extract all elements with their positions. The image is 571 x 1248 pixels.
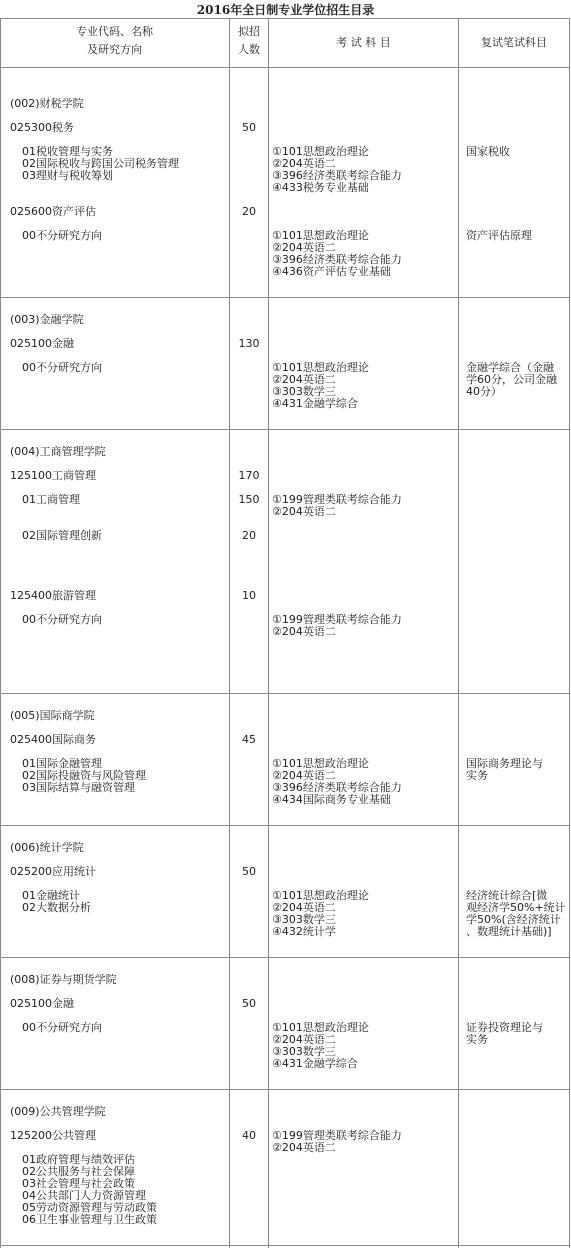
exam-item: ①101思想政治理论	[272, 229, 369, 242]
retest-item: 实务	[466, 769, 488, 782]
school-name: (003)金融学院	[10, 313, 84, 326]
direction-item: 02公共服务与社会保障	[22, 1165, 135, 1178]
major-name: 025200应用统计	[10, 865, 96, 878]
row-divider	[0, 429, 570, 430]
exam-item: ④433税务专业基础	[272, 181, 369, 194]
col-divider-1	[229, 18, 230, 1248]
quota-value: 45	[242, 733, 256, 746]
quota-value: 40	[242, 1129, 256, 1142]
exam-item: ②204英语二	[272, 625, 336, 638]
direction-item: 00不分研究方向	[22, 613, 102, 626]
header-major	[0, 23, 229, 59]
exam-item: ④436资产评估专业基础	[272, 265, 391, 278]
major-name: 025400国际商务	[10, 733, 96, 746]
row-divider	[0, 1089, 570, 1090]
header-exam-subjects: 考 试 科 目	[336, 36, 391, 49]
retest-item: 观经济学50%+统计	[466, 901, 566, 914]
row-divider	[0, 297, 570, 298]
direction-item: 01金融统计	[22, 889, 80, 902]
direction-item: 00不分研究方向	[22, 229, 102, 242]
direction-item: 06卫生事业管理与卫生政策	[22, 1213, 157, 1226]
col-divider-2	[268, 18, 269, 1248]
retest-item: 国际商务理论与	[466, 757, 543, 770]
quota-value: 50	[242, 121, 256, 134]
header-retest-subjects: 复试笔试科目	[481, 36, 547, 49]
row-divider	[0, 1245, 570, 1246]
exam-item: ③303数学三	[272, 1045, 336, 1058]
direction-item: 00不分研究方向	[22, 361, 102, 374]
direction-item: 02国际投融资与风险管理	[22, 769, 146, 782]
exam-item: ③396经济类联考综合能力	[272, 781, 402, 794]
exam-item: ①101思想政治理论	[272, 1021, 369, 1034]
retest-item: 金融学综合（金融	[466, 361, 554, 374]
direction-item: 03国际结算与融资管理	[22, 781, 135, 794]
exam-item: ④431金融学综合	[272, 397, 358, 410]
exam-item: ③303数学三	[272, 913, 336, 926]
direction-item: 01税收管理与实务	[22, 145, 113, 158]
table-border-top	[0, 18, 570, 19]
exam-item: ③396经济类联考综合能力	[272, 169, 402, 182]
direction-item: 03社会管理与社会政策	[22, 1177, 135, 1190]
exam-item: ②204英语二	[272, 373, 336, 386]
exam-item: ①101思想政治理论	[272, 889, 369, 902]
exam-item: ①101思想政治理论	[272, 757, 369, 770]
quota-value: 50	[242, 997, 256, 1010]
exam-item: ②204英语二	[272, 505, 336, 518]
exam-item: ①101思想政治理论	[272, 361, 369, 374]
school-name: (002)财税学院	[10, 97, 84, 110]
retest-item: 40分）	[466, 385, 502, 398]
direction-item: 05劳动资源管理与劳动政策	[22, 1201, 157, 1214]
retest-item: 经济统计综合[微	[466, 889, 548, 902]
retest-item: 国家税收	[466, 145, 510, 158]
header-major-line2: 及研究方向	[87, 43, 142, 56]
page-title: 2016年全日制专业学位招生目录	[196, 3, 375, 17]
exam-item: ②204英语二	[272, 1033, 336, 1046]
quota-value: 50	[242, 865, 256, 878]
major-name: 125200公共管理	[10, 1129, 96, 1142]
row-divider	[0, 825, 570, 826]
exam-item: ②204英语二	[272, 241, 336, 254]
direction-item: 02大数据分析	[22, 901, 91, 914]
quota-value: 150	[238, 493, 260, 506]
exam-item: ②204英语二	[272, 901, 336, 914]
school-name: (006)统计学院	[10, 841, 84, 854]
direction-item: 02国际管理创新	[22, 529, 102, 542]
exam-item: ④434国际商务专业基础	[272, 793, 391, 806]
exam-item: ②204英语二	[272, 1141, 336, 1154]
school-name: (005)国际商学院	[10, 709, 95, 722]
major-name: 025300税务	[10, 121, 74, 134]
major-name: 125400旅游管理	[10, 589, 96, 602]
quota-value: 20	[242, 529, 256, 542]
exam-item: ①199管理类联考综合能力	[272, 1129, 402, 1142]
direction-item: 01政府管理与绩效评估	[22, 1153, 135, 1166]
row-divider	[0, 693, 570, 694]
row-divider	[0, 957, 570, 958]
direction-item: 01国际金融管理	[22, 757, 102, 770]
quota-value: 20	[242, 205, 256, 218]
retest-item: 证券投资理论与	[466, 1021, 543, 1034]
direction-item: 03理财与税收筹划	[22, 169, 113, 182]
major-name: 025100金融	[10, 997, 74, 1010]
exam-item: ②204英语二	[272, 157, 336, 170]
col-divider-3	[458, 18, 459, 1248]
header-major-line1: 专业代码、名称	[76, 25, 153, 38]
direction-item: 01工商管理	[22, 493, 80, 506]
header-quota-line2: 人数	[238, 43, 260, 56]
header-quota	[229, 23, 269, 59]
quota-value: 130	[238, 337, 260, 350]
exam-item: ①101思想政治理论	[272, 145, 369, 158]
direction-item: 04公共部门人力资源管理	[22, 1189, 146, 1202]
quota-value: 170	[238, 469, 260, 482]
major-name: 025100金融	[10, 337, 74, 350]
enrollment-table	[0, 18, 571, 1248]
direction-item: 00不分研究方向	[22, 1021, 102, 1034]
exam-item: ③396经济类联考综合能力	[272, 253, 402, 266]
exam-item: ①199管理类联考综合能力	[272, 493, 402, 506]
retest-item: 实务	[466, 1033, 488, 1046]
retest-item: 资产评估原理	[466, 229, 532, 242]
school-name: (009)公共管理学院	[10, 1105, 106, 1118]
quota-value: 10	[242, 589, 256, 602]
school-name: (008)证券与期货学院	[10, 973, 117, 986]
major-name: 025600资产评估	[10, 205, 96, 218]
retest-item: 、数理统计基础)]	[466, 925, 552, 938]
direction-item: 02国际税收与跨国公司税务管理	[22, 157, 179, 170]
table-border-right	[569, 18, 570, 1248]
retest-item: 学50%(含经济统计	[466, 913, 561, 926]
school-name: (004)工商管理学院	[10, 445, 106, 458]
table-border-left	[0, 18, 1, 1248]
row-divider	[0, 67, 570, 68]
major-name: 125100工商管理	[10, 469, 96, 482]
exam-item: ③303数学三	[272, 385, 336, 398]
exam-item: ①199管理类联考综合能力	[272, 613, 402, 626]
exam-item: ④431金融学综合	[272, 1057, 358, 1070]
exam-item: ②204英语二	[272, 769, 336, 782]
exam-item: ④432统计学	[272, 925, 336, 938]
retest-item: 学60分，公司金融	[466, 373, 557, 386]
header-quota-line1: 拟招	[238, 25, 260, 38]
